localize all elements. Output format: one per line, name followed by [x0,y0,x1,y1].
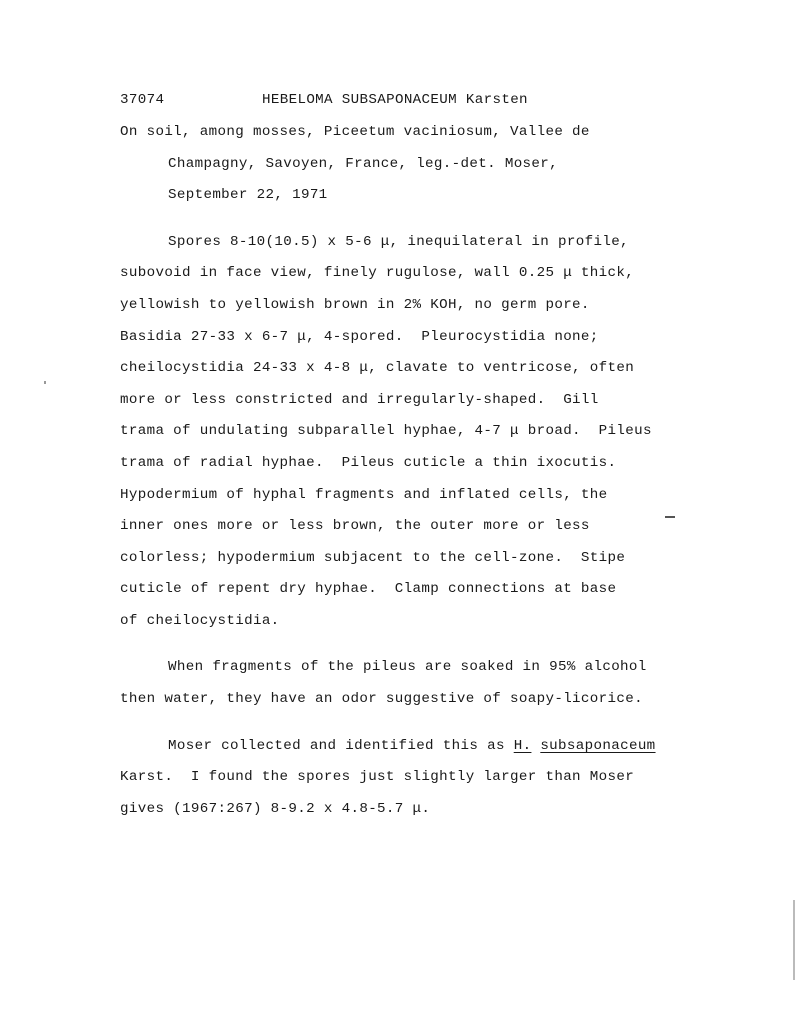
description-line-12: cuticle of repent dry hyphae. Clamp connections at base [120,581,617,597]
locality-line-1: On soil, among mosses, Piceetum vaciniosum, Vallee de [120,124,590,140]
notes-line-2: Karst. I found the spores just slightly larger than Moser [120,769,635,785]
description-line-1: Spores 8-10(10.5) x 5-6 μ, inequilateral in profile, [168,234,629,250]
scan-edge-mark [793,900,795,980]
description-line-6: more or less constricted and irregularly-shaped. Gill [120,392,599,408]
species-epithet: subsaponaceum [540,738,656,754]
locality-line-2: Champagny, Savoyen, France, leg.-det. Moser, [168,156,559,172]
description-line-13: of cheilocystidia. [120,613,280,629]
scan-speck [44,381,46,384]
description-line-8: trama of radial hyphae. Pileus cuticle a thin ixocutis. [120,455,617,471]
notes-line-1 [168,737,656,755]
odor-line-2: then water, they have an odor suggestive of soapy-licorice. [120,691,643,707]
species-title: HEBELOMA SUBSAPONACEUM Karsten [262,92,528,108]
scan-speck [665,516,675,518]
notes-line-3: gives (1967:267) 8-9.2 x 4.8-5.7 μ. [120,801,431,817]
specimen-number: 37074 [120,92,165,108]
description-line-7: trama of undulating subparallel hyphae, 4-7 μ broad. Pileus [120,423,652,439]
genus-abbrev: H. [513,738,532,754]
odor-line-1: When fragments of the pileus are soaked in 95% alcohol [168,659,647,675]
notes-line-1-text: Moser collected and identified this as [168,738,514,754]
description-line-9: Hypodermium of hyphal fragments and inflated cells, the [120,487,608,503]
description-line-5: cheilocystidia 24-33 x 4-8 μ, clavate to ventricose, often [120,360,635,376]
collection-date: September 22, 1971 [168,187,328,203]
description-line-4: Basidia 27-33 x 6-7 μ, 4-spored. Pleurocystidia none; [120,329,599,345]
description-line-11: colorless; hypodermium subjacent to the cell-zone. Stipe [120,550,626,566]
description-line-10: inner ones more or less brown, the outer more or less [120,518,590,534]
description-line-2: subovoid in face view, finely rugulose, wall 0.25 μ thick, [120,265,635,281]
description-line-3: yellowish to yellowish brown in 2% KOH, no germ pore. [120,297,590,313]
